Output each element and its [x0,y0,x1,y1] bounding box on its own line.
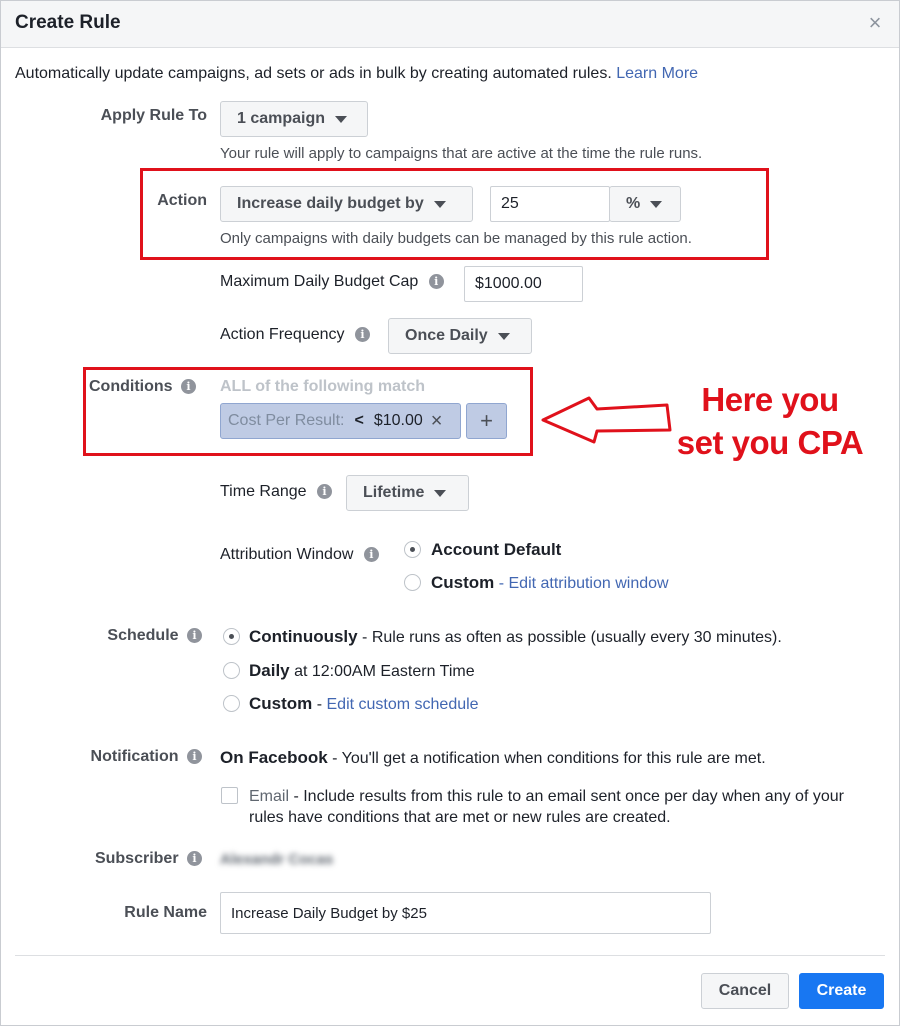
arrow-annotation-icon [539,394,673,446]
schedule-label: Schedule [107,627,179,644]
chevron-down-icon [434,490,446,497]
chevron-down-icon [335,116,347,123]
action-frequency-dropdown[interactable] [388,318,532,354]
action-value: Increase daily budget by [237,195,424,212]
rule-name-value: Increase Daily Budget by $25 [231,904,427,922]
plus-icon: + [480,408,493,433]
notification-facebook-row [220,748,766,768]
attribution-default-label: Account Default [431,540,562,559]
footer-divider [15,955,885,956]
intro-text [15,65,698,83]
chevron-down-icon [650,201,662,208]
chevron-down-icon [498,333,510,340]
info-icon[interactable]: i [181,379,196,394]
apply-rule-to-value: 1 campaign [237,110,326,127]
create-button[interactable]: Create [799,973,884,1009]
condition-operator: < [354,412,364,429]
annotation-text [673,378,867,464]
rule-name-input[interactable] [220,892,711,934]
action-unit-value: % [626,195,641,212]
schedule-daily-radio[interactable] [223,662,240,679]
attribution-custom-row [431,573,669,593]
time-range-label-row [220,483,332,501]
info-icon[interactable]: i [317,484,332,499]
action-frequency-label-row [220,326,370,344]
info-icon[interactable]: i [187,628,202,643]
attribution-window-label: Attribution Window [220,546,354,563]
schedule-continuously-label: Continuously [249,627,358,646]
email-checkbox[interactable] [221,787,238,804]
action-amount-value: 25 [501,195,519,212]
conditions-match-text: ALL of the following match [220,378,426,395]
attribution-custom-sep: - [494,575,509,592]
schedule-continuously-row [249,627,782,647]
edit-custom-schedule-link[interactable]: Edit custom schedule [326,696,479,713]
condition-value: $10.00 [373,412,423,429]
annotation-line-1: Here you [701,381,839,418]
notification-label: Notification [90,748,179,765]
max-budget-cap-label: Maximum Daily Budget Cap [220,273,419,290]
action-label: Action [157,192,207,209]
action-frequency-label: Action Frequency [220,326,345,343]
schedule-custom-sep: - [312,696,327,713]
schedule-daily-label: Daily [249,661,290,680]
attribution-default-radio[interactable] [404,541,421,558]
action-frequency-value: Once Daily [405,327,488,344]
notification-email-detail: - Include results from this rule to an email sent once per day when any of your [289,788,844,805]
schedule-daily-row [249,661,475,681]
chevron-down-icon [434,201,446,208]
notification-email-row [249,786,889,828]
subscriber-name: Alexandr Cocas [220,851,334,868]
dialog-title: Create Rule [15,12,121,33]
max-budget-cap-input[interactable] [464,266,583,302]
action-dropdown[interactable] [220,186,473,222]
dialog-header [1,1,899,48]
notification-facebook-label: On Facebook [220,748,328,767]
schedule-daily-detail: at 12:00AM Eastern Time [289,663,475,680]
time-range-label: Time Range [220,483,307,500]
action-help: Only campaigns with daily budgets can be managed by this rule action. [220,230,692,247]
max-budget-cap-label-row [220,273,444,291]
action-unit-dropdown[interactable] [609,186,681,222]
close-icon[interactable]: × [868,10,882,35]
rule-name-label: Rule Name [124,904,207,921]
schedule-label-row [21,627,202,645]
cancel-button[interactable]: Cancel [701,973,789,1009]
subscriber-label: Subscriber [94,850,179,867]
schedule-continuously-radio[interactable] [223,628,240,645]
attribution-custom-label: Custom [431,573,495,592]
conditions-label-row [89,378,209,396]
condition-chip[interactable] [220,403,461,439]
subscriber-label-row [21,850,202,868]
schedule-custom-row [249,694,479,714]
info-icon[interactable]: i [187,749,202,764]
apply-rule-to-dropdown[interactable] [220,101,368,137]
annotation-line-2: set you CPA [676,424,864,461]
max-budget-cap-value: $1000.00 [475,275,542,292]
time-range-dropdown[interactable] [346,475,469,511]
condition-metric: Cost Per Result: [228,412,345,429]
schedule-custom-radio[interactable] [223,695,240,712]
schedule-custom-label: Custom [249,694,313,713]
attribution-custom-radio[interactable] [404,574,421,591]
notification-facebook-detail: - You'll get a notification when conditions for this rule are met. [327,750,766,767]
edit-attribution-window-link[interactable]: Edit attribution window [508,575,669,592]
conditions-label: Conditions [89,378,173,395]
schedule-continuously-detail: - Rule runs as often as possible (usually every 30 minutes). [357,629,782,646]
time-range-value: Lifetime [363,484,425,501]
notification-email-detail-2: rules have conditions that are met or new rules are created. [249,809,671,826]
attribution-window-label-row [220,546,379,564]
apply-rule-to-label: Apply Rule To [100,107,207,124]
learn-more-link[interactable]: Learn More [616,65,699,82]
info-icon[interactable]: i [429,274,444,289]
info-icon[interactable]: i [364,547,379,562]
action-amount-input[interactable] [490,186,610,222]
info-icon[interactable]: i [187,851,202,866]
notification-email-label: Email [249,788,290,805]
remove-condition-icon[interactable]: × [430,409,443,432]
apply-rule-to-help: Your rule will apply to campaigns that are active at the time the rule runs. [220,145,703,162]
intro-description: Automatically update campaigns, ad sets or ads in bulk by creating automated rules. [15,65,612,82]
add-condition-button[interactable] [466,403,507,439]
notification-label-row [21,748,202,766]
info-icon[interactable]: i [355,327,370,342]
